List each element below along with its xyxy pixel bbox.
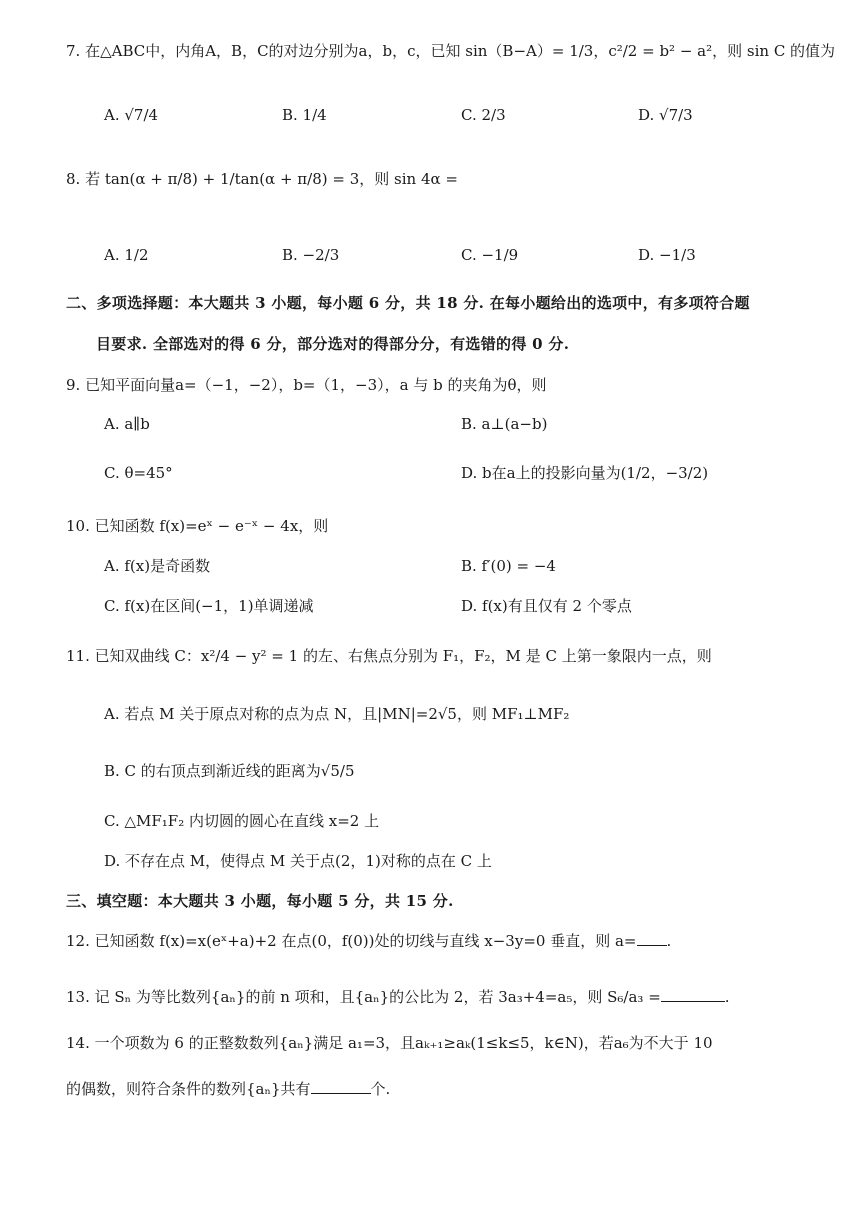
q13-stem: 13. 记 Sₙ 为等比数列{aₙ}的前 n 项和，且{aₙ}的公比为 2，若 3a₃+4=a₅，则 S₆/a₃ = . xyxy=(66,985,730,1008)
section3-heading: 三、填空题：本大题共 3 小题，每小题 5 分，共 15 分. xyxy=(66,892,454,910)
q12-stem: 12. 已知函数 f(x)=x(eˣ+a)+2 在点(0，f(0))处的切线与直线 x−3y=0 垂直，则 a= . xyxy=(66,929,671,952)
q7-option-d: D. √7/3 xyxy=(638,106,693,124)
q7-stem: 7. 在△ABC中，内角A，B，C的对边分别为a，b，c，已知 sin（B−A）= 1/3，c²/2 = b² − a²，则 sin C 的值为 xyxy=(66,42,836,60)
q13-answer-blank xyxy=(661,985,725,1002)
q11-option-c: C. △MF₁F₂ 内切圆的圆心在直线 x=2 上 xyxy=(104,812,380,830)
q10-option-c: C. f(x)在区间(−1，1)单调递减 xyxy=(104,597,314,615)
q7-option-c: C. 2/3 xyxy=(461,106,506,124)
q8-stem: 8. 若 tan(α + π/8) + 1/tan(α + π/8) = 3，则 sin 4α = xyxy=(66,170,458,188)
section2-heading: 二、多项选择题：本大题共 3 小题，每小题 6 分，共 18 分. 在每小题给出的选项中，有多项符合题 xyxy=(66,294,750,312)
q14-text-a: 的偶数，则符合条件的数列{aₙ}共有 xyxy=(66,1080,311,1098)
q8-option-d: D. −1/3 xyxy=(638,246,696,264)
q12-answer-blank xyxy=(637,929,667,946)
q9-option-b: B. a⊥(a−b) xyxy=(461,415,548,433)
q10-option-d: D. f(x)有且仅有 2 个零点 xyxy=(461,597,632,615)
q7-option-a: A. √7/4 xyxy=(104,106,159,124)
q14-stem-line1: 14. 一个项数为 6 的正整数数列{aₙ}满足 a₁=3，且aₖ₊₁≥aₖ(1≤k≤5，k∈N)，若a₆为不大于 10 xyxy=(66,1034,713,1052)
q10-option-b: B. f′(0) = −4 xyxy=(461,557,556,575)
q11-stem: 11. 已知双曲线 C：x²/4 − y² = 1 的左、右焦点分别为 F₁，F₂，M 是 C 上第一象限内一点，则 xyxy=(66,647,712,665)
q8-option-c: C. −1/9 xyxy=(461,246,519,264)
q11-option-a: A. 若点 M 关于原点对称的点为点 N，且|MN|=2√5，则 MF₁⊥MF₂ xyxy=(104,705,570,723)
q9-option-c: C. θ=45° xyxy=(104,464,173,482)
q10-stem: 10. 已知函数 f(x)=eˣ − e⁻ˣ − 4x，则 xyxy=(66,517,329,535)
q9-option-a: A. a∥b xyxy=(104,415,150,433)
q7-option-b: B. 1/4 xyxy=(282,106,327,124)
q14-text-b: 个. xyxy=(370,1080,391,1098)
q9-option-d: D. b在a上的投影向量为(1/2，−3/2) xyxy=(461,464,709,482)
q14-answer-blank xyxy=(311,1077,371,1094)
q9-stem: 9. 已知平面向量a=（−1，−2），b=（1，−3），a 与 b 的夹角为θ，则 xyxy=(66,376,547,394)
q8-option-b: B. −2/3 xyxy=(282,246,340,264)
section2-instructions: 目要求. 全部选对的得 6 分，部分选对的得部分分，有选错的得 0 分. xyxy=(96,335,570,353)
q11-option-b: B. C 的右顶点到渐近线的距离为√5/5 xyxy=(104,762,355,780)
q13-text: 13. 记 Sₙ 为等比数列{aₙ}的前 n 项和，且{aₙ}的公比为 2，若 3a₃+4=a₅，则 S₆/a₃ = xyxy=(66,988,661,1006)
q8-option-a: A. 1/2 xyxy=(104,246,149,264)
q12-text: 12. 已知函数 f(x)=x(eˣ+a)+2 在点(0，f(0))处的切线与直线 x−3y=0 垂直，则 a= xyxy=(66,932,637,950)
q10-option-a: A. f(x)是奇函数 xyxy=(104,557,211,575)
q14-stem-line2 xyxy=(66,1077,390,1100)
q11-option-d: D. 不存在点 M，使得点 M 关于点(2，1)对称的点在 C 上 xyxy=(104,852,492,870)
